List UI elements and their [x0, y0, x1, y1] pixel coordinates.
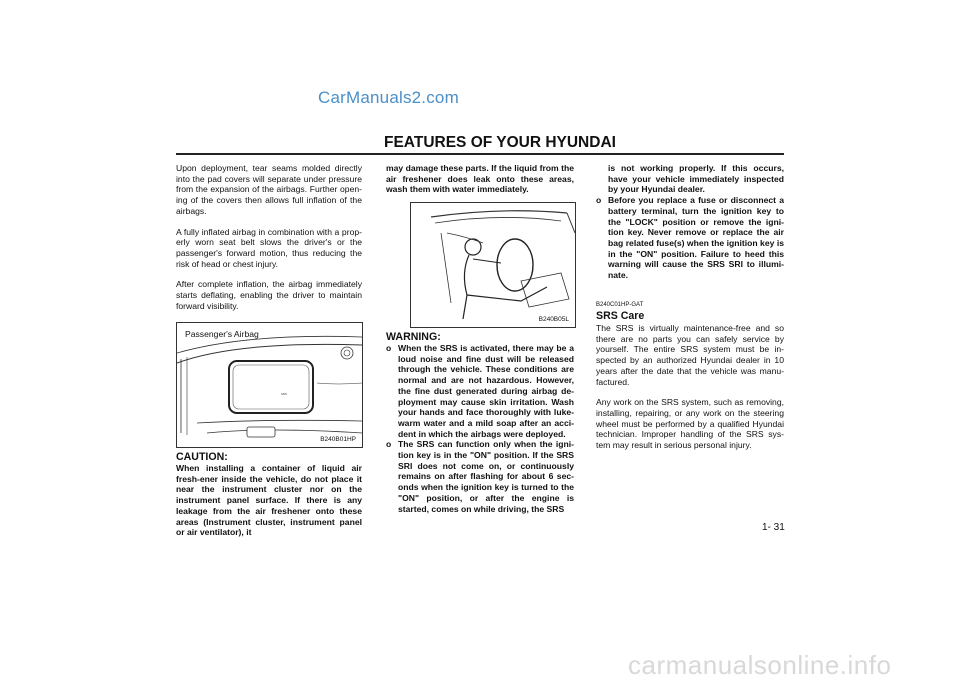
deployment-paragraph: Upon deployment, tear seams molded directly into the pad covers will separate under pressure from the expansion of the airbags. Further open-ing of the covers then allows full inflation of the airbags.: [176, 163, 362, 216]
bullet-mark: o: [596, 195, 602, 206]
page-number: 1- 31: [762, 522, 785, 533]
warning-list: [386, 343, 574, 514]
srs-care-body: [596, 323, 784, 461]
caution-body: [176, 463, 362, 548]
caution-heading: CAUTION:: [176, 451, 228, 463]
svg-text:SRS: SRS: [281, 392, 287, 396]
section-code: B240C01HP-GAT: [596, 302, 644, 308]
bullet-mark: o: [386, 439, 392, 450]
column-left: [176, 163, 362, 321]
watermark-link-carmanuals2[interactable]: CarManuals2.com: [318, 88, 459, 107]
dashboard-illustration: [177, 323, 362, 447]
inflation-paragraph: A fully inflated airbag in combination with a prop-erly worn seat belt slows the driver's or the passenger's forward motion, thus reducing the risk of head or chest injury.: [176, 226, 362, 269]
caution-text: When installing a container of liquid air fresh-ener inside the vehicle, do not place it near the instrument cluster nor on the instrument panel surface. If there is any leakage from the air freshener onto these areas (Instrument cluster, instrument panel or air ventilator), it: [176, 463, 362, 538]
page-header-title: FEATURES OF YOUR HYUNDAI: [384, 134, 616, 151]
warning-item: o When the SRS is activated, there may be a loud noise and fine dust will be released through the vehicle. These conditions are normal and are not hazardous. However, the fine dust generated during airbag de-ployment may cause skin irritation. Wash your hands and face thoroughly with luke-warm water and a mild soap after an acci-dent in which the airbags were deployed.: [386, 343, 574, 439]
header-divider: [176, 153, 784, 155]
column-right-warning: [596, 163, 784, 281]
figure-code: B240B05L: [538, 316, 569, 323]
warning-item: o The SRS can function only when the igni-tion key is in the "ON" position. If the SRS SRI does not come on, or continuously remains on after flashing for about 6 sec-onds when the ignition key is turned to the "ON" position, or after the engine is started, comes on while driving, the SRS: [386, 439, 574, 514]
srs-care-title: SRS Care: [596, 310, 645, 322]
warning-heading: WARNING:: [386, 331, 441, 343]
warning-continued: is not working properly. If this occurs, have your vehicle immediately inspected by your Hyundai dealer.: [608, 163, 784, 195]
figure-code: B240B01HP: [320, 436, 356, 443]
column-middle: [386, 163, 574, 205]
warning-item: o Before you replace a fuse or disconnect a battery terminal, turn the ignition key to the "LOCK" position or remove the igni-tion key. Never remove or replace the air bag related fuse(s) when the ignition key is in the "ON" position. Failure to heed this warning will cause the SRS SRI to illumi-nate.: [596, 195, 784, 281]
deflation-paragraph: After complete inflation, the airbag immediately starts deflating, enabling the driver to maintain forward visibility.: [176, 279, 362, 311]
figure-caption: Passenger's Airbag: [185, 329, 259, 339]
srs-care-paragraph: The SRS is virtually maintenance-free and so there are no parts you can safely service by yourself. The entire SRS system must be in-spected by an authorized Hyundai dealer in 10 years after the date that the vehicle was manu-factured.: [596, 323, 784, 387]
caution-continued: may damage these parts. If the liquid from the air freshener does leak onto these areas, wash them with water immediately.: [386, 163, 574, 195]
passenger-airbag-figure: [176, 322, 363, 448]
bullet-mark: o: [386, 343, 392, 353]
deployment-illustration: [411, 203, 575, 327]
airbag-deployment-figure: [410, 202, 576, 328]
watermark-carmanualsonline: carmanualsonline.info: [628, 650, 892, 680]
srs-care-paragraph: Any work on the SRS system, such as removing, installing, repairing, or any work on the steering wheel must be performed by a qualified Hyundai technician. Improper handling of the SRS sys-tem may result in serious personal injury.: [596, 397, 784, 451]
